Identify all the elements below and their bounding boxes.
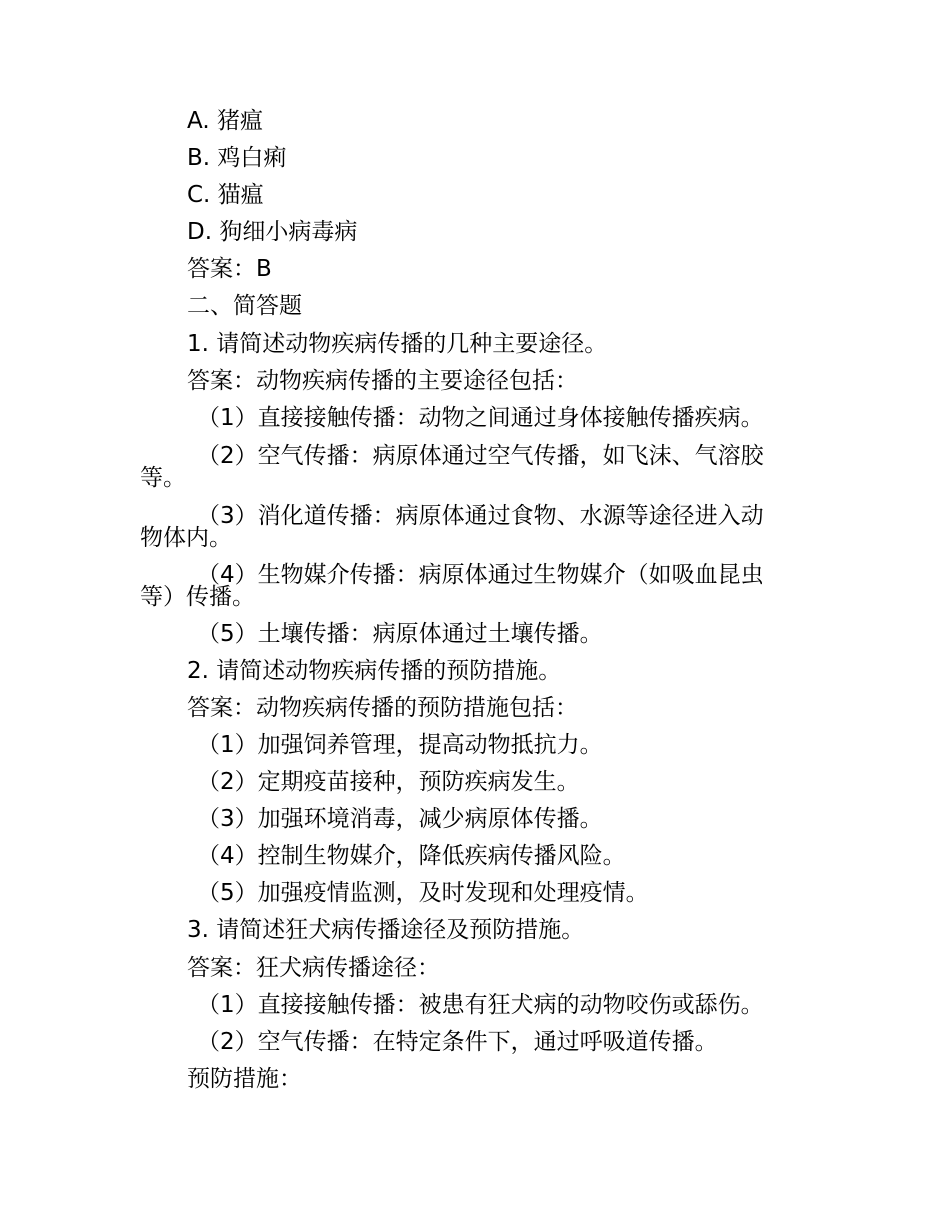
answer-2-item-5: （5）加强疫情监测，及时发现和处理疫情。: [197, 880, 649, 906]
option-c: C. 猫瘟: [187, 182, 264, 208]
answer-2-item-4: （4）控制生物媒介，降低疾病传播风险。: [197, 843, 626, 869]
answer-1-item-2: （2）空气传播：病原体通过空气传播，如飞沫、气溶胶: [197, 443, 764, 469]
answer-2-item-3: （3）加强环境消毒，减少病原体传播。: [197, 806, 603, 832]
option-a: A. 猪瘟: [187, 108, 263, 134]
option-d: D. 狗细小病毒病: [187, 219, 358, 245]
answer-1-item-5: （5）土壤传播：病原体通过土壤传播。: [197, 621, 603, 647]
question-1: 1. 请简述动物疾病传播的几种主要途径。: [187, 331, 608, 357]
question-2: 2. 请简述动物疾病传播的预防措施。: [187, 658, 562, 684]
answer-3-item-2: （2）空气传播：在特定条件下，通过呼吸道传播。: [197, 1029, 718, 1055]
option-b: B. 鸡白痢: [187, 145, 287, 171]
question-3: 3. 请简述狂犬病传播途径及预防措施。: [187, 917, 585, 943]
answer-1-item-4: （4）生物媒介传播：病原体通过生物媒介（如吸血昆虫: [197, 562, 764, 588]
answer-3-item-1: （1）直接接触传播：被患有狂犬病的动物咬伤或舔伤。: [197, 992, 764, 1018]
answer-1-item-4-cont: 等）传播。: [140, 584, 255, 610]
answer-1-intro: 答案：动物疾病传播的主要途径包括：: [187, 368, 578, 394]
answer-1-item-2-cont: 等。: [140, 465, 186, 491]
section-heading: 二、简答题: [187, 293, 302, 319]
answer-1-item-3: （3）消化道传播：病原体通过食物、水源等途径进入动: [197, 503, 764, 529]
answer-2-item-2: （2）定期疫苗接种，预防疾病发生。: [197, 769, 580, 795]
answer-2-intro: 答案：动物疾病传播的预防措施包括：: [187, 695, 578, 721]
answer-1-item-3-cont: 物体内。: [140, 525, 232, 551]
prevention-heading: 预防措施：: [187, 1066, 302, 1092]
answer-3-intro: 答案：狂犬病传播途径：: [187, 955, 440, 981]
answer-line: 答案：B: [187, 256, 272, 282]
answer-2-item-1: （1）加强饲养管理，提高动物抵抗力。: [197, 732, 603, 758]
answer-1-item-1: （1）直接接触传播：动物之间通过身体接触传播疾病。: [197, 405, 764, 431]
